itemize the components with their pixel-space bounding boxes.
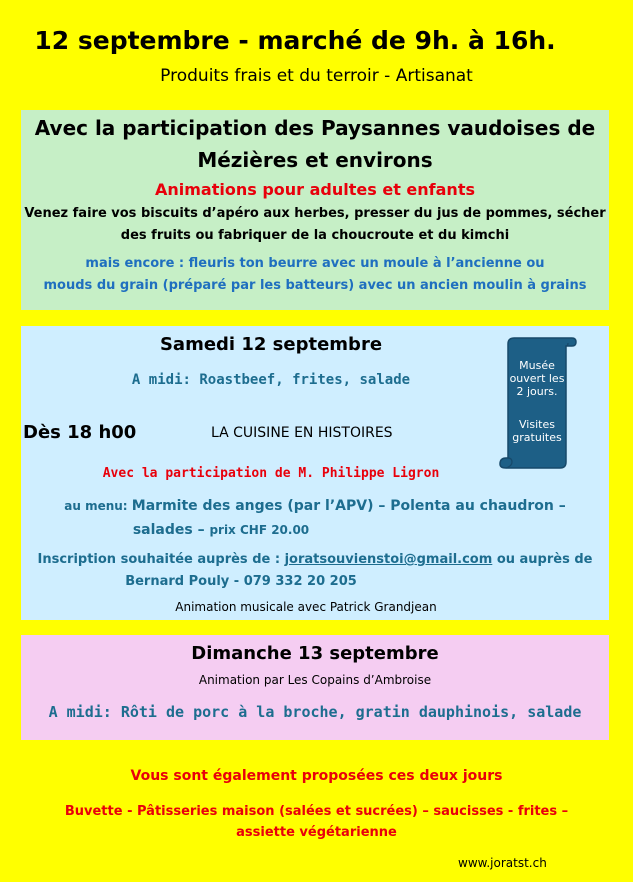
paysannes-section [21,110,609,310]
dimanche-midi-menu: A midi: Rôti de porc à la broche, gratin dauphinois, salade [48,703,582,721]
email-link[interactable]: joratsouvienstoi@gmail.com [284,552,493,567]
evening-menu-line1 [21,498,609,514]
evening-menu-line2 [21,522,421,538]
museum-open-text: Musée ouvert les 2 jours. [509,359,565,398]
animation-musicale: Animation musicale avec Patrick Grandjean [175,600,437,614]
menu-price: prix CHF 20.00 [209,523,310,537]
also-offered-heading: Vous sont également proposées ces deux jours [130,768,503,784]
inscription-suffix: ou auprès de [492,552,593,567]
evening-time: Dès 18 h00 [23,422,137,443]
menu-prefix: au menu: [64,499,132,513]
website-link[interactable]: www.joratst.ch [458,856,547,870]
museum-scroll-banner [496,334,578,472]
dimanche-animation: Animation par Les Copains d’Ambroise [198,673,432,687]
header-subtitle: Produits frais et du terroir - Artisanat [160,66,473,86]
dimanche-title: Dimanche 13 septembre [191,643,439,664]
inscription-line1 [21,552,609,567]
activities-line2: des fruits ou fabriquer de la choucroute et du kimchi [120,228,510,243]
menu-items: Marmite des anges (par l’APV) – Polenta au chaudron – [131,498,566,514]
paysannes-heading-line2: Mézières et environs [197,148,433,172]
encore-line2: mouds du grain (préparé par les batteurs) avec un ancien moulin à grains [43,278,587,293]
dimanche-section [21,635,609,740]
samedi-title: Samedi 12 septembre [159,334,383,355]
activities-line1: Venez faire vos biscuits d’apéro aux herbes, presser du jus de pommes, sécher [24,206,606,221]
buvette-line2: assiette végétarienne [236,825,397,840]
samedi-section [21,326,609,620]
inscription-line2: Bernard Pouly - 079 332 20 205 [125,574,357,589]
animations-heading: Animations pour adultes et enfants [155,180,475,199]
paysannes-heading-line1: Avec la participation des Paysannes vaudoises de [34,116,596,140]
buvette-line1: Buvette - Pâtisseries maison (salées et sucrées) – saucisses - frites – [64,804,569,819]
header-title: 12 septembre - marché de 9h. à 16h. [34,26,556,55]
museum-free-visits-text: Visites gratuites [512,418,562,444]
encore-line1: mais encore : fleuris ton beurre avec un moule à l’ancienne ou [85,256,545,271]
menu-salades: salades – [132,522,210,538]
inscription-prefix: Inscription souhaitée auprès de : [37,552,285,567]
participation-ligron: Avec la participation de M. Philippe Ligron [102,466,440,481]
samedi-midi-menu: A midi: Roastbeef, frites, salade [131,372,411,388]
cuisine-en-histoires-title: LA CUISINE EN HISTOIRES [211,425,393,441]
